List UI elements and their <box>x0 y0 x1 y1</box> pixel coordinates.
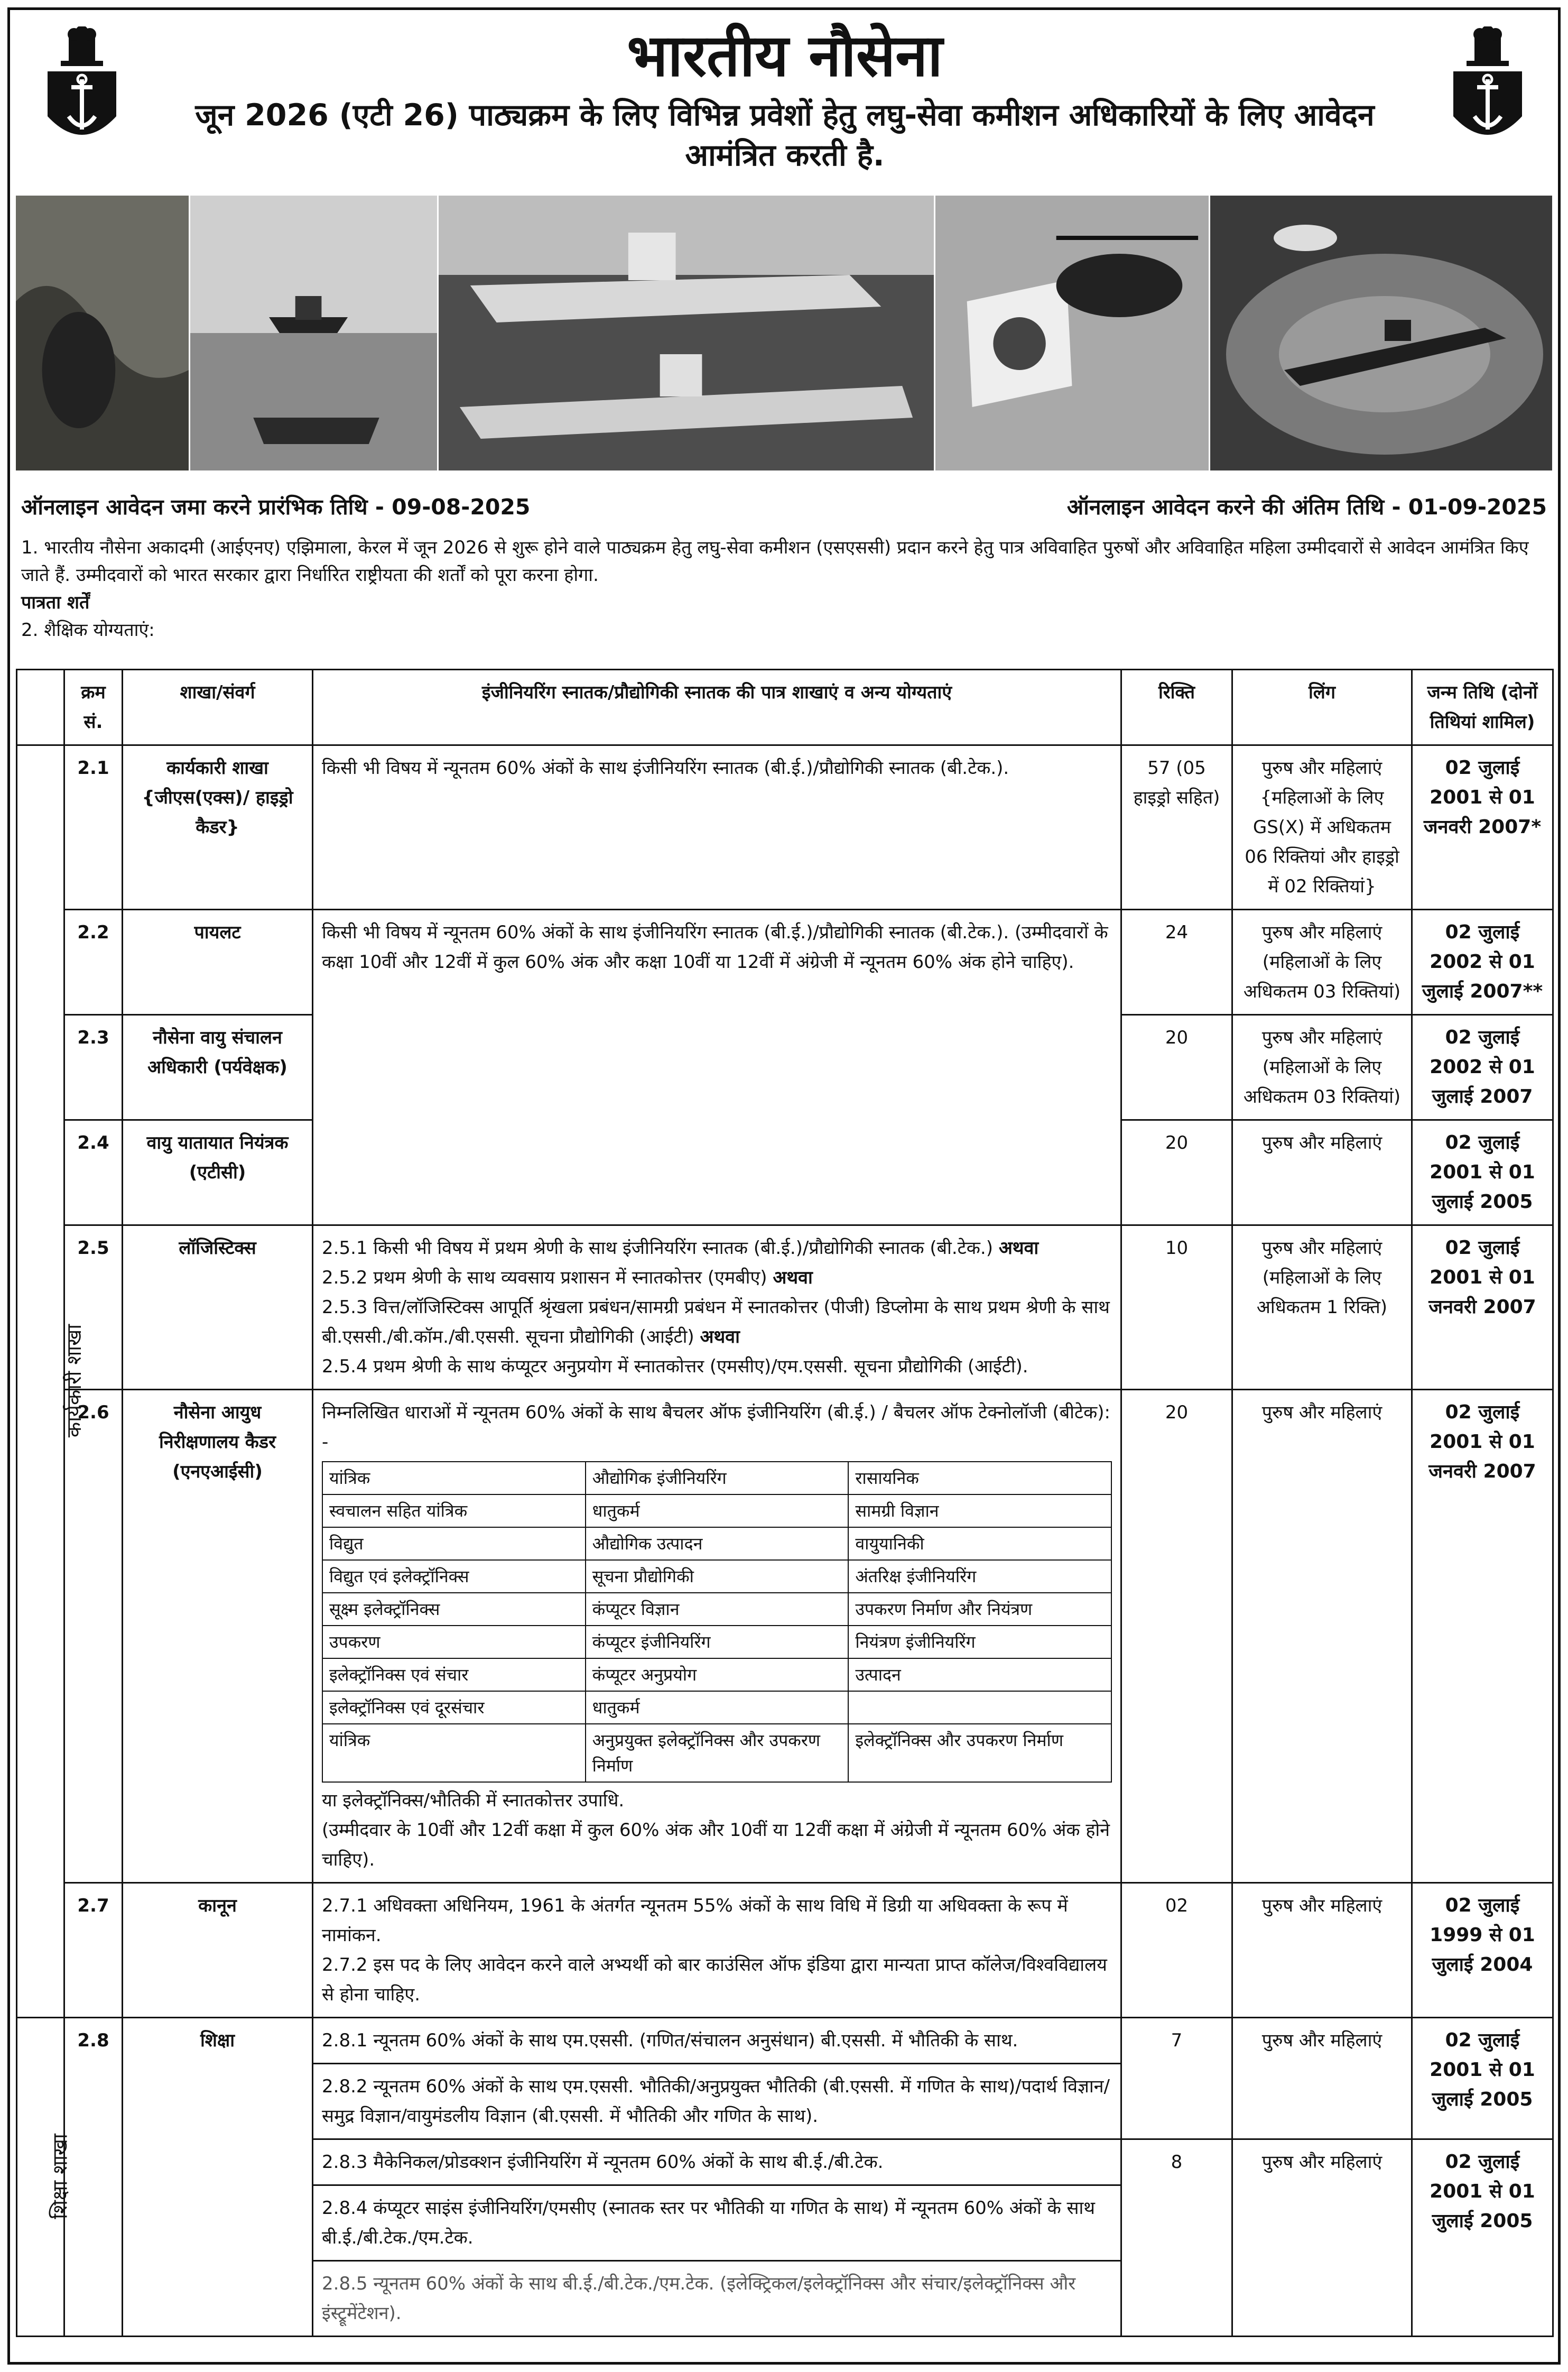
navy-crest-icon <box>32 26 132 159</box>
naic-qualifications: निम्नलिखित धाराओं में न्यूनतम 60% अंकों के साथ बैचलर ऑफ इंजीनियरिंग (बी.ई.) / बैचलर ऑफ टेक्नोलॉजी (बीटेक): - यांत्रिक औद्योगिक इंजीनियरिंग रासायनिक स्वचालन सहित यांत्रिक धातुकर्म सामग्री विज्ञान विद्युत औद्योगिक उत्पादन वायुयानिकी विद्युत एवं इलेक्ट्रॉनिक्स सूचना प्रौद्योगिकी अंतरिक्ष इंजीनियरिंग सूक्ष्म इलेक्ट्रॉनिक्स कंप्यूटर विज्ञान उपकरण निर्माण और नियंत्रण उपकरण कंप्यूटर इंजीनियरिंग नियंत्रण इंजीनियरिंग इलेक्ट्रॉनिक्स एवं संचार कंप्यूटर अनुप्रयोग उत्पादन इलेक्ट्रॉनिक्स एवं दूरसंचार धातुकर्म यांत्रिक अनुप्रयुक्त इलेक्ट्रॉनिक्स और उपकरण निर्माण इलेक्ट्रॉनिक्स और उपकरण निर्माण या इलेक्ट्रॉनिक्स/भौतिकी में स्नातकोत्तर उपाधि. (उम्मीदवार के 10वीं और 12वीं कक्षा में कुल 60% अंक और 10वीं या 12वीं कक्षा में अंग्रेजी में न्यूनतम 60% अंक होने चाहिए). <box>313 1390 1121 1883</box>
stream-cell: इलेक्ट्रॉनिक्स और उपकरण निर्माण <box>848 1724 1111 1782</box>
table-row: 2.8.3 मैकेनिकल/प्रोडक्शन इंजीनियरिंग में न्यूनतम 60% अंकों के साथ बी.ई./बी.टेक. 8 पुरुष और महिलाएं 02 जुलाई 2001 से 01 जुलाई 2005 <box>17 2139 1553 2185</box>
page-subtitle: जून 2026 (एटी 26) पाठ्यक्रम के लिए विभिन्न प्रवेशों हेतु लघु-सेवा कमीशन अधिकारियों के लिए आवेदन आमंत्रित करती है. <box>195 98 1375 173</box>
header-sno: क्रम सं. <box>64 670 123 745</box>
logistics-qualifications: 2.5.1 किसी भी विषय में प्रथम श्रेणी के साथ इंजीनियरिंग स्नातक (बी.ई.)/प्रौद्योगिकी स्नातक (बी.टेक.) अथवा 2.5.2 प्रथम श्रेणी के साथ व्यवसाय प्रशासन में स्नातकोत्तर (एमबीए) अथवा 2.5.3 वित्त/लॉजिस्टिक्स आपूर्ति श्रृंखला प्रबंधन/सामग्री प्रबंधन में स्नातकोत्तर (पीजी) डिप्लोमा के साथ प्रथम श्रेणी के साथ बी.एससी./बी.कॉम./बी.एससी. सूचना प्रौद्योगिकी (आईटी) अथवा 2.5.4 प्रथम श्रेणी के साथ कंप्यूटर अनुप्रयोग में स्नातकोत्तर (एमसीए)/एम.एससी. सूचना प्रौद्योगिकी (आईटी). <box>313 1225 1121 1390</box>
photo-collage <box>16 196 1552 470</box>
stream-cell <box>848 1691 1111 1724</box>
table-header-row <box>17 670 1553 745</box>
stream-cell: उपकरण निर्माण और नियंत्रण <box>848 1593 1111 1626</box>
eligibility-heading: पात्रता शर्तें <box>21 592 90 613</box>
stream-row <box>322 1560 1111 1593</box>
stream-cell: कंप्यूटर इंजीनियरिंग <box>586 1626 849 1658</box>
table-row: 2.5 लॉजिस्टिक्स 2.5.1 किसी भी विषय में प्रथम श्रेणी के साथ इंजीनियरिंग स्नातक (बी.ई.)/प्रौद्योगिकी स्नातक (बी.टेक.) अथवा 2.5.2 प्रथम श्रेणी के साथ व्यवसाय प्रशासन में स्नातकोत्तर (एमबीए) अथवा 2.5.3 वित्त/लॉजिस्टिक्स आपूर्ति श्रृंखला प्रबंधन/सामग्री प्रबंधन में स्नातकोत्तर (पीजी) डिप्लोमा के साथ प्रथम श्रेणी के साथ बी.एससी./बी.कॉम./बी.एससी. सूचना प्रौद्योगिकी (आईटी) अथवा 2.5.4 प्रथम श्रेणी के साथ कंप्यूटर अनुप्रयोग में स्नातकोत्तर (एमसीए)/एम.एससी. सूचना प्रौद्योगिकी (आईटी). 10 पुरुष और महिलाएं (महिलाओं के लिए अधिकतम 1 रिक्ति) 02 जुलाई 2001 से 01 जनवरी 2007 <box>17 1225 1553 1390</box>
commando-photo <box>16 196 190 470</box>
table-row: 2.6 नौसेना आयुध निरीक्षणालय कैडर (एनएआईसी) निम्नलिखित धाराओं में न्यूनतम 60% अंकों के साथ बैचलर ऑफ इंजीनियरिंग (बी.ई.) / बैचलर ऑफ टेक्नोलॉजी (बीटेक): - यांत्रिक औद्योगिक इंजीनियरिंग रासायनिक स्वचालन सहित यांत्रिक धातुकर्म सामग्री विज्ञान विद्युत औद्योगिक उत्पादन वायुयानिकी विद्युत एवं इलेक्ट्रॉनिक्स सूचना प्रौद्योगिकी अंतरिक्ष इंजीनियरिंग सूक्ष्म इलेक्ट्रॉनिक्स कंप्यूटर विज्ञान उपकरण निर्माण और नियंत्रण उपकरण कंप्यूटर इंजीनियरिंग नियंत्रण इंजीनियरिंग इलेक्ट्रॉनिक्स एवं संचार कंप्यूटर अनुप्रयोग उत्पादन इलेक्ट्रॉनिक्स एवं दूरसंचार धातुकर्म यांत्रिक अनुप्रयुक्त इलेक्ट्रॉनिक्स और उपकरण निर्माण इलेक्ट्रॉनिक्स और उपकरण निर्माण या इलेक्ट्रॉनिक्स/भौतिकी में स्नातकोत्तर उपाधि. (उम्मीदवार के 10वीं और 12वीं कक्षा में कुल 60% अंक और 10वीं या 12वीं कक्षा में अंग्रेजी में न्यूनतम 60% अंक होने चाहिए). 20 पुरुष और महिलाएं 02 जुलाई 2001 से 01 जनवरी 2007 <box>17 1390 1553 1883</box>
intro-paragraph: 1. भारतीय नौसेना अकादमी (आईएनए) एझिमाला, केरल में जून 2026 से शुरू होने वाले पाठ्यक्रम हेतु लघु-सेवा कमीशन (एसएससी) प्रदान करने हेतु पात्र अविवाहित पुरुषों और अविवाहित महिला उम्मीदवारों से आवेदन आमंत्रित किए जाते हैं. उम्मीदवारों को भारत सरकार द्वारा निर्धारित राष्ट्रीयता की शर्तों को पूरा करना होगा. <box>21 537 1529 586</box>
law-qualifications: 2.7.1 अधिवक्ता अधिनियम, 1961 के अंतर्गत न्यूनतम 55% अंकों के साथ विधि में डिग्री या अधिवक्ता के रूप में नामांकन. 2.7.2 इस पद के लिए आवेदन करने वाले अभ्यर्थी को बार काउंसिल ऑफ इंडिया द्वारा मान्यता प्राप्त कॉलेज/विश्वविद्यालय से होना चाहिए. <box>313 1883 1121 2018</box>
stream-cell: उत्पादन <box>848 1658 1111 1691</box>
stream-row <box>322 1691 1111 1724</box>
stream-row <box>322 1462 1111 1494</box>
header-vacancy: रिक्ति <box>1121 670 1232 745</box>
end-date: ऑनलाइन आवेदन करने की अंतिम तिथि - 01-09-2025 <box>1066 494 1547 520</box>
table-row: 2.3 नौसेना वायु संचालन अधिकारी (पर्यवेक्षक) 20 पुरुष और महिलाएं (महिलाओं के लिए अधिकतम 03 रिक्तियां) 02 जुलाई 2002 से 01 जुलाई 2007 <box>17 1015 1553 1120</box>
stream-cell: धातुकर्म <box>586 1691 849 1724</box>
stream-cell: कंप्यूटर विज्ञान <box>586 1593 849 1626</box>
start-date: ऑनलाइन आवेदन जमा करने प्रारंभिक तिथि - 09-08-2025 <box>21 494 531 520</box>
stream-cell: अंतरिक्ष इंजीनियरिंग <box>848 1560 1111 1593</box>
stream-cell: स्वचालन सहित यांत्रिक <box>322 1494 586 1527</box>
stream-row <box>322 1494 1111 1527</box>
table-row: 2.8.2 न्यूनतम 60% अंकों के साथ एम.एससी. भौतिकी/अनुप्रयुक्त भौतिकी (बी.एससी. में गणित के साथ)/पदार्थ विज्ञान/समुद्र विज्ञान/वायुमंडलीय विज्ञान (बी.एससी. में भौतिकी और गणित के साथ). <box>17 2064 1553 2139</box>
table-row: 2.8.5 न्यूनतम 60% अंकों के साथ बी.ई./बी.टेक./एम.टेक. (इलेक्ट्रिकल/इलेक्ट्रॉनिक्स और संचार/इलेक्ट्रॉनिक्स और इंस्ट्रूमेंटेशन). <box>17 2261 1553 2337</box>
group-edu: शिक्षा शाखा <box>17 2018 64 2337</box>
intro-section <box>21 534 1547 644</box>
stream-cell: नियंत्रण इंजीनियरिंग <box>848 1626 1111 1658</box>
stream-cell: इलेक्ट्रॉनिक्स एवं दूरसंचार <box>322 1691 586 1724</box>
stream-cell: यांत्रिक <box>322 1724 586 1782</box>
stream-cell: रासायनिक <box>848 1462 1111 1494</box>
stream-cell: औद्योगिक इंजीनियरिंग <box>586 1462 849 1494</box>
streams-table <box>322 1461 1112 1783</box>
table-row: 2.7 कानून 2.7.1 अधिवक्ता अधिनियम, 1961 के अंतर्गत न्यूनतम 55% अंकों के साथ विधि में डिग्री या अधिवक्ता के रूप में नामांकन. 2.7.2 इस पद के लिए आवेदन करने वाले अभ्यर्थी को बार काउंसिल ऑफ इंडिया द्वारा मान्यता प्राप्त कॉलेज/विश्वविद्यालय से होना चाहिए. 02 पुरुष और महिलाएं 02 जुलाई 1999 से 01 जुलाई 2004 <box>17 1883 1553 2018</box>
stream-cell: यांत्रिक <box>322 1462 586 1494</box>
boat-photo <box>190 196 439 470</box>
navy-crest-icon <box>1437 26 1538 159</box>
header-dob: जन्म तिथि (दोनों तिथियां शामिल) <box>1412 670 1553 745</box>
group-exec: कार्यकारी शाखा <box>17 745 64 2018</box>
submarine-photo <box>1210 196 1552 470</box>
stream-row <box>322 1626 1111 1658</box>
table-row: 2.8.4 कंप्यूटर साइंस इंजीनियरिंग/एमसीए (स्नातक स्तर पर भौतिकी या गणित के साथ) में न्यूनतम 60% अंकों के साथ बी.ई./बी.टेक./एम.टेक. <box>17 2185 1553 2261</box>
header-branch: शाखा/संवर्ग <box>123 670 313 745</box>
stream-cell: अनुप्रयुक्त इलेक्ट्रॉनिक्स और उपकरण निर्माण <box>586 1724 849 1782</box>
stream-cell: सूक्ष्म इलेक्ट्रॉनिक्स <box>322 1593 586 1626</box>
stream-row <box>322 1593 1111 1626</box>
education-heading: 2. शैक्षिक योग्यताएं: <box>21 620 155 641</box>
stream-row <box>322 1724 1111 1782</box>
helicopter-flag-photo <box>935 196 1210 470</box>
application-dates <box>21 492 1547 521</box>
stream-row <box>322 1658 1111 1691</box>
stream-cell: कंप्यूटर अनुप्रयोग <box>586 1658 849 1691</box>
stream-cell: विद्युत <box>322 1527 586 1560</box>
table-row: शिक्षा शाखा 2.8 शिक्षा 2.8.1 न्यूनतम 60% अंकों के साथ एम.एससी. (गणित/संचालन अनुसंधान) बी.एससी. में भौतिकी के साथ. 7 पुरुष और महिलाएं 02 जुलाई 2001 से 01 जुलाई 2005 <box>17 2018 1553 2064</box>
stream-cell: उपकरण <box>322 1626 586 1658</box>
stream-row <box>322 1527 1111 1560</box>
header-qualification: इंजीनियरिंग स्नातक/प्रौद्योगिकी स्नातक की पात्र शाखाएं व अन्य योग्यताएं <box>313 670 1121 745</box>
table-row: 2.4 वायु यातायात नियंत्रक (एटीसी) 20 पुरुष और महिलाएं 02 जुलाई 2001 से 01 जुलाई 2005 <box>17 1120 1553 1225</box>
stream-cell: विद्युत एवं इलेक्ट्रॉनिक्स <box>322 1560 586 1593</box>
header-gender: लिंग <box>1232 670 1412 745</box>
aircraft-carrier-photo <box>439 196 935 470</box>
page-title: भारतीय नौसेना <box>627 21 943 89</box>
stream-cell: सामग्री विज्ञान <box>848 1494 1111 1527</box>
stream-cell: औद्योगिक उत्पादन <box>586 1527 849 1560</box>
table-row: 2.2 पायलट किसी भी विषय में न्यूनतम 60% अंकों के साथ इंजीनियरिंग स्नातक (बी.ई.)/प्रौद्योगिकी स्नातक (बी.टेक.). (उम्मीदवारों के कक्षा 10वीं और 12वीं में कुल 60% अंक और कक्षा 10वीं या 12वीं में अंग्रेजी में न्यूनतम 60% अंक होने चाहिए). 24 पुरुष और महिलाएं (महिलाओं के लिए अधिकतम 03 रिक्तियां) 02 जुलाई 2002 से 01 जुलाई 2007** <box>17 910 1553 1015</box>
stream-cell: इलेक्ट्रॉनिक्स एवं संचार <box>322 1658 586 1691</box>
stream-cell: सूचना प्रौद्योगिकी <box>586 1560 849 1593</box>
stream-cell: वायुयानिकी <box>848 1527 1111 1560</box>
stream-cell: धातुकर्म <box>586 1494 849 1527</box>
table-row: कार्यकारी शाखा 2.1 कार्यकारी शाखा {जीएस(एक्स)/ हाइड्रो कैडर} किसी भी विषय में न्यूनतम 60% अंकों के साथ इंजीनियरिंग स्नातक (बी.ई.)/प्रौद्योगिकी स्नातक (बी.टेक.). 57 (05 हाइड्रो सहित) पुरुष और महिलाएं {महिलाओं के लिए GS(X) में अधिकतम 06 रिक्तियां और हाइड्रो में 02 रिक्तियां} 02 जुलाई 2001 से 01 जनवरी 2007* <box>17 745 1553 910</box>
vacancy-table <box>16 669 1554 2337</box>
